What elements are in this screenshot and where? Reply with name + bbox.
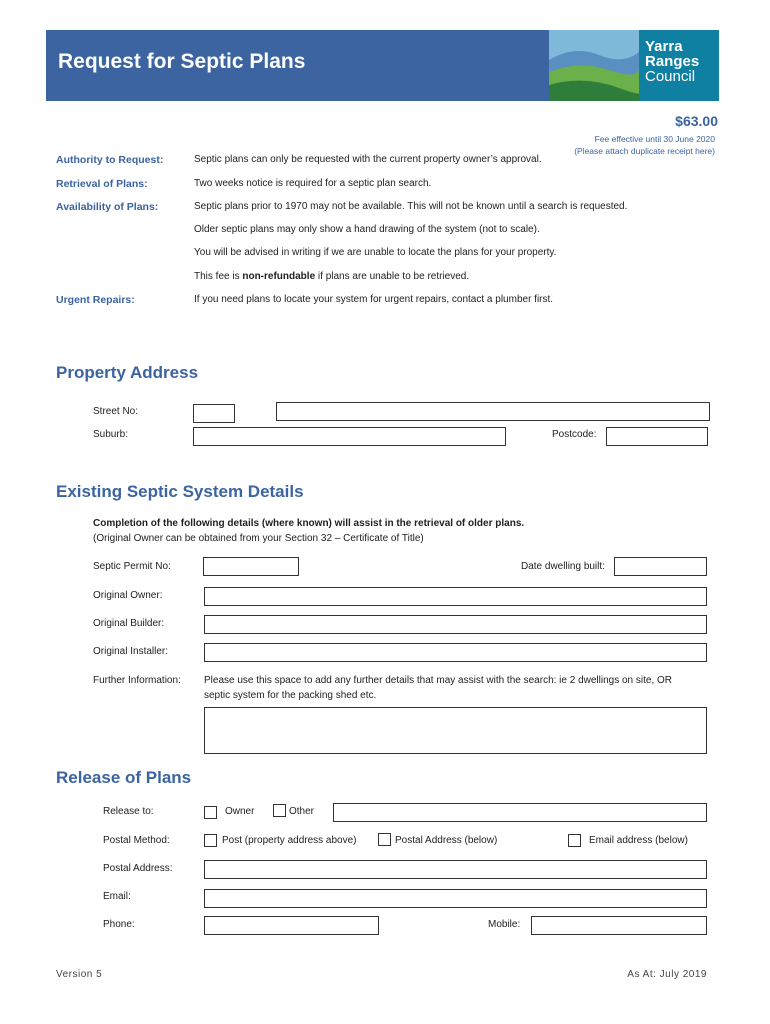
postcode-input[interactable] — [606, 427, 708, 446]
availability-text-4 — [194, 271, 469, 282]
original-builder-input[interactable] — [204, 615, 707, 634]
postal-address-input[interactable] — [204, 860, 707, 879]
availability-text-2: Older septic plans may only show a hand drawing of the system (not to scale). — [194, 224, 540, 235]
email-input[interactable] — [204, 889, 707, 908]
street-name-input[interactable] — [276, 402, 710, 421]
original-owner-input[interactable] — [204, 587, 707, 606]
footer-version: Version 5 — [56, 969, 103, 980]
owner-checkbox[interactable] — [204, 806, 217, 819]
street-no-label: Street No: — [93, 406, 139, 417]
page-title: Request for Septic Plans — [58, 50, 306, 73]
fee-refund-pre: This fee is — [194, 271, 243, 282]
availability-text-1: Septic plans prior to 1970 may not be available. This will not be known until a search is requested. — [194, 201, 628, 212]
logo-line-yarra: Yarra — [645, 38, 683, 55]
phone-input[interactable] — [204, 916, 379, 935]
further-info-label: Further Information: — [93, 675, 181, 686]
fee-refund-post: if plans are unable to be retrieved. — [315, 271, 470, 282]
postal-address-option-label: Postal Address (below) — [395, 835, 498, 846]
postcode-label: Postcode: — [552, 429, 597, 440]
release-to-label: Release to: — [103, 806, 154, 817]
other-checkbox[interactable] — [273, 804, 286, 817]
mobile-input[interactable] — [531, 916, 707, 935]
fee-note-line2: (Please attach duplicate receipt here) — [574, 146, 715, 156]
fee-note-line1: Fee effective until 30 June 2020 — [594, 134, 715, 144]
mobile-label: Mobile: — [488, 919, 521, 930]
email-option-label: Email address (below) — [589, 835, 688, 846]
post-property-checkbox[interactable] — [204, 834, 217, 847]
suburb-label: Suburb: — [93, 429, 129, 440]
email-checkbox[interactable] — [568, 834, 581, 847]
fee-refund-bold: non-refundable — [242, 271, 316, 282]
further-info-hint-1: Please use this space to add any further details that may assist with the search: ie 2 dwellings on site, OR — [204, 675, 673, 686]
permit-label: Septic Permit No: — [93, 561, 171, 572]
fee-note — [574, 133, 715, 157]
logo-line-council: Council — [645, 68, 696, 85]
release-plans-title: Release of Plans — [56, 768, 192, 787]
postal-method-label: Postal Method: — [103, 835, 170, 846]
retrieval-label: Retrieval of Plans: — [56, 178, 148, 190]
existing-intro-bold: Completion of the following details (where known) will assist in the retrieval of older plans. — [93, 518, 525, 529]
date-built-label: Date dwelling built: — [521, 561, 605, 572]
urgent-label: Urgent Repairs: — [56, 294, 135, 306]
logo-line-ranges: Ranges — [645, 53, 700, 70]
postal-address-checkbox[interactable] — [378, 833, 391, 846]
postal-address-label: Postal Address: — [103, 863, 173, 874]
authority-text: Septic plans can only be requested with the current property owner’s approval. — [194, 154, 542, 165]
original-owner-label: Original Owner: — [93, 590, 163, 601]
suburb-input[interactable] — [193, 427, 506, 446]
original-installer-input[interactable] — [204, 643, 707, 662]
phone-label: Phone: — [103, 919, 135, 930]
council-logo — [549, 30, 719, 101]
availability-text-3: You will be advised in writing if we are unable to locate the plans for your property. — [194, 247, 557, 258]
further-info-textarea[interactable] — [204, 707, 707, 754]
other-option-label: Other — [289, 806, 315, 817]
owner-option-label: Owner — [225, 806, 255, 817]
original-installer-label: Original Installer: — [93, 646, 169, 657]
street-no-input[interactable] — [193, 404, 235, 423]
email-label: Email: — [103, 891, 131, 902]
date-built-input[interactable] — [614, 557, 707, 576]
urgent-text: If you need plans to locate your system for urgent repairs, contact a plumber first. — [194, 294, 554, 305]
availability-label: Availability of Plans: — [56, 201, 159, 213]
retrieval-text: Two weeks notice is required for a septic plan search. — [194, 178, 432, 189]
footer-as-at: As At: July 2019 — [627, 969, 707, 980]
release-other-input[interactable] — [333, 803, 707, 822]
existing-septic-title: Existing Septic System Details — [56, 482, 304, 501]
permit-input[interactable] — [203, 557, 299, 576]
fee-amount: $63.00 — [675, 113, 718, 129]
post-property-option-label: Post (property address above) — [222, 835, 357, 846]
authority-label: Authority to Request: — [56, 154, 164, 166]
property-address-title: Property Address — [56, 363, 199, 382]
existing-intro-note: (Original Owner can be obtained from your Section 32 – Certificate of Title) — [93, 533, 424, 544]
further-info-hint-2: septic system for the packing shed etc. — [204, 690, 377, 701]
original-builder-label: Original Builder: — [93, 618, 165, 629]
logo-text — [645, 39, 699, 84]
